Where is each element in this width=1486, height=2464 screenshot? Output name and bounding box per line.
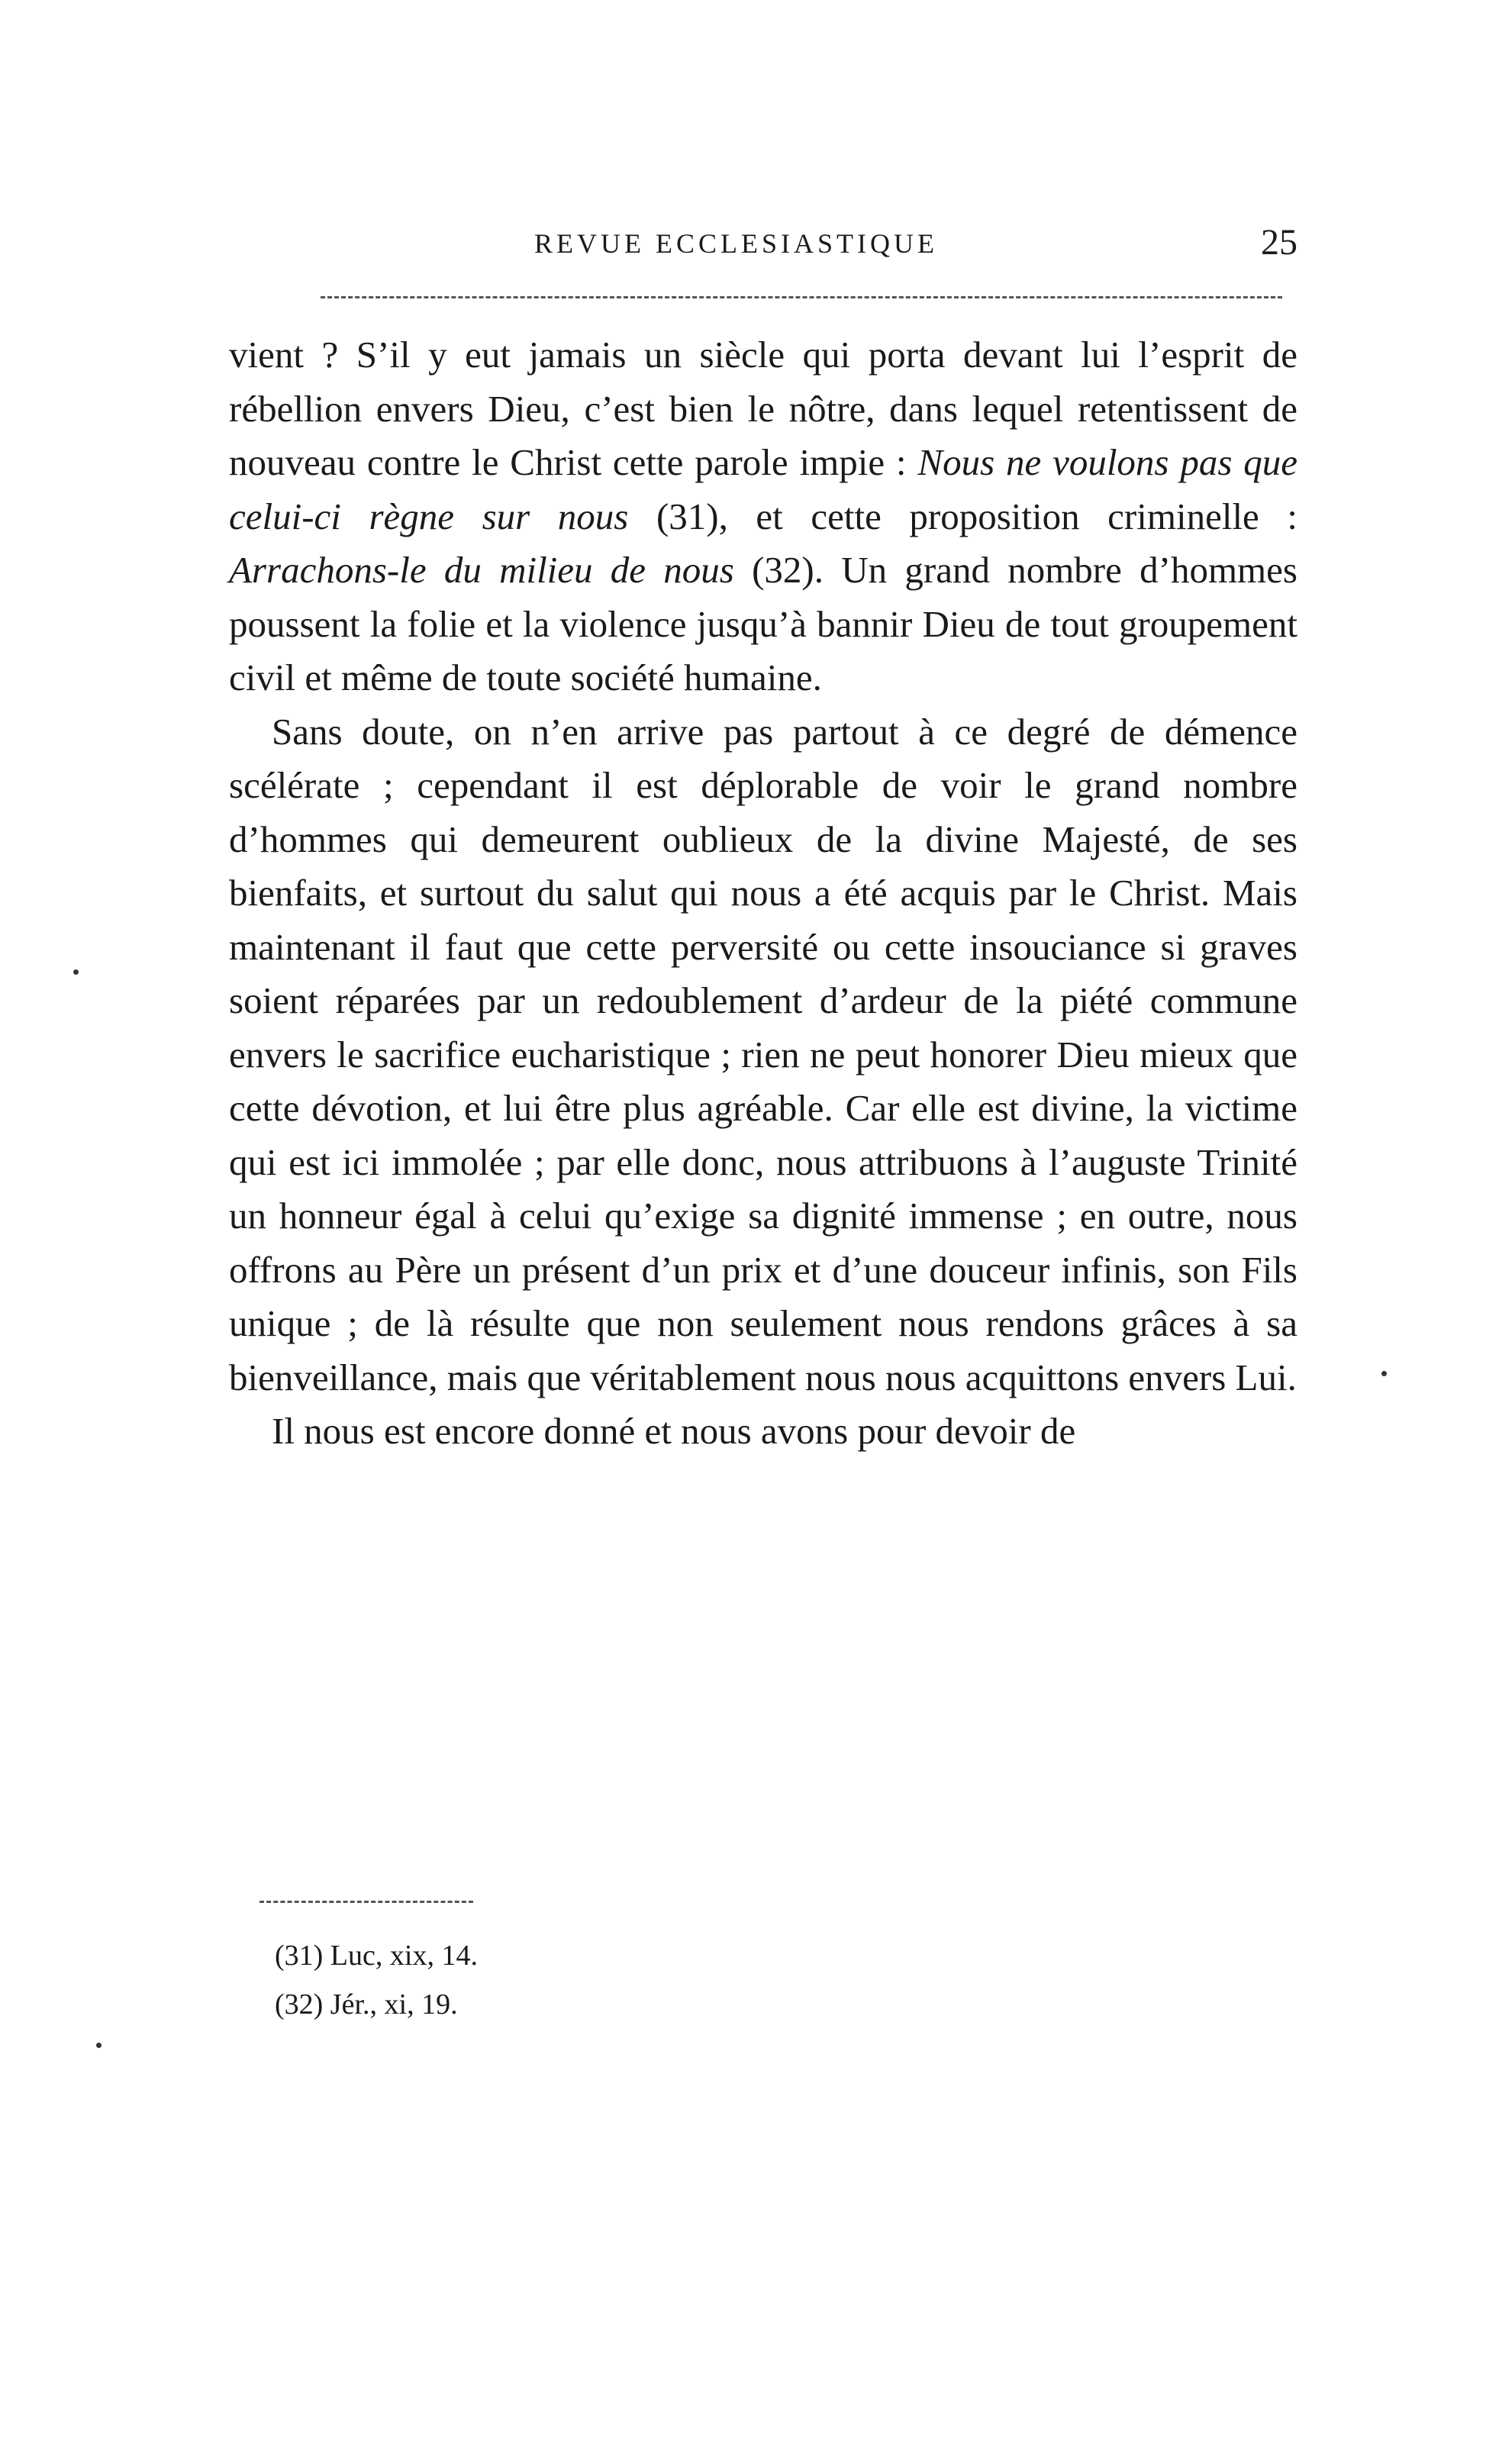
- print-speck: [73, 969, 79, 975]
- footnote-rule: [259, 1901, 473, 1903]
- paragraph-1-text-a: vient ? S’il y eut jamais un siècle qui porta devant lui l’esprit de rébellion envers Dieu, c’est bien le nôtre, dans lequel retentissent de nouveau contre le Christ cette parole impie :: [229, 334, 1297, 483]
- footnotes: [275, 1931, 478, 2029]
- footnote-32: (32) Jér., xi, 19.: [275, 1988, 458, 2021]
- scripture-quote-luke: Nous ne voulons pas que celui-ci règne sur nous: [229, 441, 1297, 537]
- running-head: [244, 221, 1297, 267]
- paragraph-2: Sans doute, on n’en arrive pas partout à ce degré de démence scélérate ; cependant il est déplorable de voir le grand nombre d’hommes qui demeurent oublieux de la divine Majesté, de ses bienfaits, et surtout du salut qui nous a été acquis par le Christ. Mais maintenant il faut que cette perversité ou cette insouciance si graves soient réparées par un redoublement d’ardeur de la piété commune envers le sacrifice eucharistique ; rien ne peut honorer Dieu mieux que cette dévotion, et lui être plus agréable. Car elle est divine, la victime qui est ici immolée ; par elle donc, nous attribuons à l’auguste Trinité un honneur égal à celui qu’exige sa dignité immense ; en outre, nous offrons au Père un présent d’un prix et d’une douceur infinis, son Fils unique ; de là résulte que non seulement nous rendons grâces à sa bienveillance, mais que véritablement nous nous acquittons envers Lui.: [229, 710, 1297, 1398]
- print-speck: [96, 2043, 102, 2048]
- header-rule: [321, 296, 1282, 298]
- body-text: [229, 328, 1297, 1459]
- footnote-31: (31) Luc, xix, 14.: [275, 1940, 478, 1972]
- paragraph-3: Il nous est encore donné et nous avons pour devoir de: [272, 1410, 1076, 1452]
- running-title: REVUE ECCLESIASTIQUE: [534, 228, 938, 259]
- paragraph-1-text-c: (32). Un grand nombre d’hommes poussent la folie et la violence jusqu’à bannir Dieu de tout groupement civil et même de toute société humaine.: [229, 549, 1297, 698]
- print-speck: [1381, 1371, 1387, 1376]
- paragraph-1-text-b: (31), et cette proposition criminelle :: [628, 495, 1297, 537]
- paragraph-1: [229, 328, 1297, 705]
- page-number: 25: [1261, 222, 1297, 263]
- scripture-quote-jeremiah: Arrachons-le du milieu de nous: [229, 549, 734, 591]
